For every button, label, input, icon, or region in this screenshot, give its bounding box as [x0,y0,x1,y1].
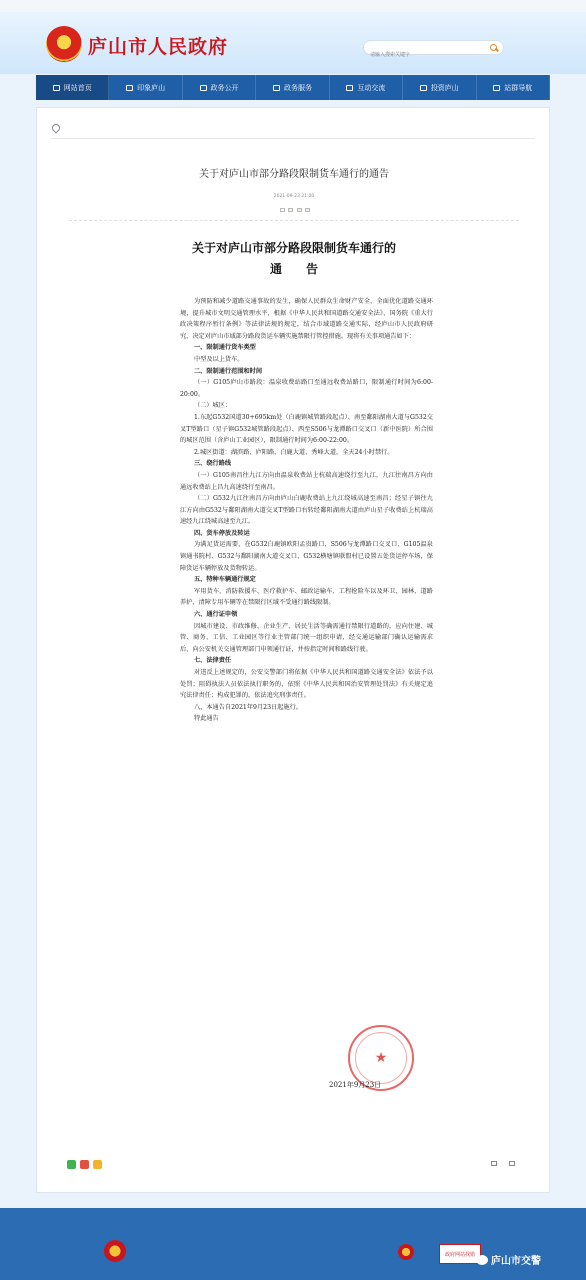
article-meta [37,194,551,199]
nav-label: 投资庐山 [430,83,459,92]
nav-item-interaction[interactable] [330,75,403,100]
search-input[interactable] [364,49,484,62]
page-utilities [491,1161,517,1167]
notice-title-line1: 关于对庐山市部分路段限制货车通行的 [191,241,396,255]
nav-label: 政务服务 [283,83,312,92]
police-badge-icon[interactable] [104,1240,126,1262]
nav-item-home[interactable] [36,75,109,100]
notice-body [180,296,433,725]
notice-paragraph: （一）G105庐山市路段：温泉收费站路口至通远收费站路口，限制通行时间为6:00-20:00。 [180,379,433,398]
notice-heading: 三、绕行路线 [194,460,232,468]
gov-error-report-button[interactable]: 政府网站找错 [439,1244,481,1264]
article-title: 关于对庐山市部分路段限制货车通行的通告 [199,169,389,180]
color-swatch[interactable] [288,208,293,212]
notice-title [37,238,551,280]
notice-paragraph: （二）城区： [194,402,232,410]
article-tools [37,208,551,214]
top-utility-bar [0,0,586,12]
nav-label: 网站首页 [63,83,92,92]
nav-item-gov-service[interactable] [256,75,329,100]
nav-label: 政务公开 [210,83,239,92]
qzone-share-icon[interactable] [93,1160,102,1169]
notice-paragraph: 为满足货运需要，在G532白鹿镇欧阳孟贵路口、S506与龙潭路口交叉口、G105温泉镇通书院村、G532与鄱阳湖南大道交叉口、G532横塘镇联盟村已设置五处货运停车场，保障货运车辆停放及货物转运。 [180,541,433,572]
nav-item-invest[interactable] [403,75,476,100]
wechat-share-icon[interactable] [67,1160,76,1169]
nav-item-gov-open[interactable] [183,75,256,100]
notice-paragraph: 中型及以上货车。 [194,355,244,363]
site-title[interactable]: 庐山市人民政府 [88,36,229,58]
notice-paragraph: 军用货车、消防救援车、医疗救护车、邮政运输车、工程抢险车以及环卫、园林、道路养护、清障专用车辆等在禁限行区域不受通行路线限制。 [180,587,433,607]
print-icon [491,1161,497,1166]
notice-paragraph: （一）G105南昌往九江方向由温泉收费站上杭瑞高速绕行至九江，九江往南昌方向由通远收费站上昌九高速绕行至南昌。 [180,471,433,491]
notice-document [37,238,551,723]
notice-title-line2: 通 告 [269,262,318,276]
national-emblem-icon [46,26,82,62]
watermark-text: 庐山市交警 [491,1256,541,1267]
print-button[interactable] [491,1161,499,1167]
weibo-share-icon[interactable] [80,1160,89,1169]
notice-heading: 六、通行证申领 [194,611,238,619]
service-icon [273,85,280,91]
notice-paragraph: 1.东起G532国道30+695km处（白鹿镇城管路段起点）、南至鄱阳湖南大道与G532交叉T型路口（星子镇G532城管路段起点）、西至S506与龙潭路口交叉口（新中医院）所合围的城区范围（含庐山工业园区），限制通行时间为6:00-22:00。 [180,413,433,445]
notice-paragraph: 特此通告 [194,715,219,723]
close-icon [509,1161,515,1166]
share-buttons [67,1160,102,1169]
landscape-icon [126,85,133,91]
document-icon [200,85,207,91]
location-pin-icon [52,124,58,132]
notice-paragraph: 对违反上述规定的，公安交警部门将依据《中华人民共和国道路交通安全法》依法予以处罚；阻碍执法人员依法执行职务的，依照《中华人民共和国治安管理处罚法》有关规定追究法律责任；构成犯罪的，依法追究刑事责任。 [180,669,433,700]
color-swatch[interactable] [297,208,302,212]
notice-paragraph: 因城市建设、市政维修、企业生产、居民生活等确需通行禁限行道路的，应向住建、城管、商务、工信、工业园区等行业主管部门统一组织申请，经交通运输部门确认运输需求后，向公安机关交通管理部门申领通行证，并按指定时间和路线行驶。 [180,622,433,653]
nav-item-impression[interactable] [109,75,182,100]
nav-item-sitemap[interactable] [477,75,550,100]
notice-heading: 四、货车停放及转运 [194,529,250,537]
chat-icon [346,85,353,91]
article-date: 2021-09-23 21:00 [273,194,315,199]
search-icon[interactable] [489,43,499,53]
notice-paragraph: （二）G532九江往南昌方向由庐山白鹿收费站上九江绕城高速至南昌；经星子镇往九江方向由G532与鄱阳湖南大道交叉T型路口右转经鄱阳湖南大道由庐山星子收费站上杭瑞高速经九江绕城高速至九江。 [180,495,433,526]
site-header [0,12,586,74]
search-box[interactable] [363,40,504,55]
article-panel [36,107,550,1193]
close-button[interactable] [509,1161,517,1167]
notice-heading: 二、限制通行范围和时间 [194,367,263,375]
emblem-icon [398,1244,414,1260]
divider [51,138,535,139]
home-icon [53,85,60,91]
sitemap-icon [493,85,500,91]
wechat-icon [476,1255,488,1265]
notice-paragraph: 为预防和减少道路交通事故的发生，确保人民群众生命财产安全，全面优化道路交通环境，提升城市文明交通管理水平，根据《中华人民共和国道路交通安全法》、国务院《重大行政决策程序暂行条例》等法律法规的规定，结合市域道路交通实际，经庐山市人民政府研究，决定对庐山市域部分路段货运车辆实施禁限行管控措施。现将有关事项通告如下： [180,298,433,340]
color-swatch[interactable] [280,208,285,212]
seal-star-icon: ★ [374,1050,388,1066]
color-swatch[interactable] [305,208,310,212]
divider [69,220,519,221]
nav-label: 印象庐山 [137,83,166,92]
wechat-watermark [476,1252,541,1267]
notice-heading: 五、特种车辆通行规定 [194,576,256,584]
breadcrumb [52,124,58,132]
notice-paragraph: 2.城区街道：湖滨路、庐阳路、白鹿大道、秀峰大道，全天24小时禁行。 [194,448,394,456]
notice-heading: 七、法律责任 [194,657,232,665]
notice-heading: 一、限制通行货车类型 [194,344,256,352]
invest-icon [420,85,427,91]
nav-label: 互动交流 [357,83,386,92]
site-footer [0,1208,586,1280]
nav-label: 站群导航 [504,83,533,92]
main-nav [36,75,550,100]
notice-date: 2021年9月23日 [329,1081,382,1089]
notice-paragraph: 八、本通告自2021年9月23日起施行。 [194,703,302,711]
